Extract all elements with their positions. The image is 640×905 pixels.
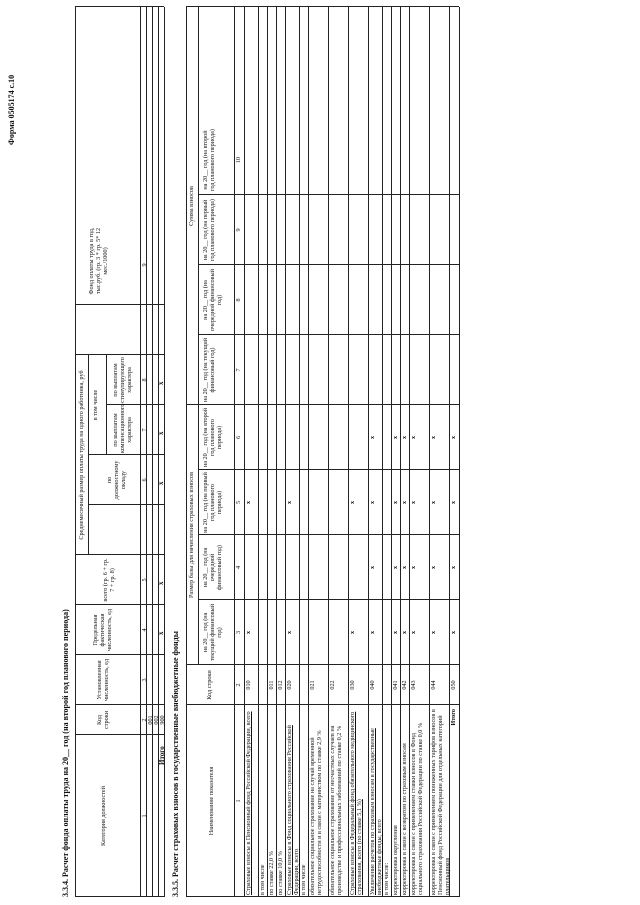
t1-head-avg-total: всего (гр. 6 + гр. 7 + гр. 8) bbox=[102, 558, 116, 602]
t1-row-code: 002 bbox=[153, 715, 160, 725]
t1-x-mark: x bbox=[157, 631, 165, 635]
t2-row-label: Страховые взносы в Фонд социального страхования Российской Федерации, всего bbox=[286, 725, 300, 895]
t2-head-year: на 20__ год (на второй год планового периода) bbox=[202, 129, 216, 191]
t2-x-mark: x bbox=[245, 500, 252, 505]
t2-x-mark: x bbox=[410, 565, 417, 570]
t2-x-mark: x bbox=[430, 500, 437, 505]
t1-total-code: 900 bbox=[159, 715, 166, 725]
t1-head-avg-group: Среднемесячный размер оплаты труда на одного работника, руб bbox=[78, 370, 85, 540]
t2-colnum: 10 bbox=[235, 156, 242, 164]
t2-head-year: на 20__ год (на второй год планового периода) bbox=[202, 407, 223, 468]
t2-total-label: Итого bbox=[450, 709, 457, 726]
t2-x-mark: x bbox=[450, 500, 457, 505]
t2-head-year: на 20__ год (на первый год планового периода) bbox=[202, 472, 223, 533]
t1-x-mark: x bbox=[157, 431, 165, 435]
t2-colnum: 1 bbox=[235, 799, 242, 803]
t2-row-label: в том числе bbox=[300, 864, 307, 895]
t2-head-code: Код строки bbox=[206, 670, 213, 700]
t2-colnum: 4 bbox=[235, 565, 242, 570]
t2-head-year: на 20__ год (на текущий финансовый год) bbox=[202, 337, 216, 403]
t1-total-label: Итого bbox=[158, 746, 166, 765]
t2-total-code: 050 bbox=[450, 680, 457, 690]
t2-x-mark: x bbox=[369, 500, 376, 505]
t2-row-label: в том числе bbox=[259, 864, 266, 895]
t1-head-avg-salary: по должностному окладу bbox=[106, 460, 127, 500]
t2-x-mark: x bbox=[450, 630, 457, 635]
t1-head-code: Код строки bbox=[96, 710, 110, 730]
t2-row-label: Страховые взносы в Федеральный фонд обязательного медицинского страхования, всего (по ставке 5,1 %) bbox=[349, 711, 363, 895]
t2-x-mark: x bbox=[369, 565, 376, 570]
t2-x-mark: x bbox=[401, 500, 408, 505]
t2-x-mark: x bbox=[401, 435, 408, 440]
t2-row-label: Страховые взносы в Пенсионный фонд Российской Федерации, всего bbox=[245, 711, 252, 895]
t1-colnum: 9 bbox=[141, 263, 148, 267]
t2-x-mark: x bbox=[349, 630, 356, 635]
t2-x-mark: x bbox=[286, 630, 293, 635]
t2-x-mark: x bbox=[401, 565, 408, 570]
t1-colnum: 6 bbox=[141, 478, 148, 482]
t2-x-mark: x bbox=[410, 435, 417, 440]
t2-x-mark: x bbox=[450, 435, 457, 440]
t2-row-code: 010 bbox=[245, 680, 252, 690]
t1-row-code: 001 bbox=[147, 715, 154, 725]
t2-head-year: на 20__ год (на очередной финансовый год) bbox=[202, 545, 223, 590]
t2-x-mark: x bbox=[450, 565, 457, 570]
t2-colnum: 8 bbox=[235, 298, 242, 302]
t2-x-mark: x bbox=[430, 435, 437, 440]
t2-colnum: 3 bbox=[235, 630, 242, 635]
t2-x-mark: x bbox=[430, 630, 437, 635]
t2-row-code: 020 bbox=[286, 680, 293, 690]
t1-colnum: 1 bbox=[141, 814, 148, 818]
t2-head-name: Наименование показателя bbox=[208, 766, 215, 836]
t1-colnum: 5 bbox=[141, 578, 148, 582]
t1-x-mark: x bbox=[157, 481, 165, 485]
t1-head-staff: Установленная численность, ед bbox=[96, 658, 110, 702]
t2-row-code: 030 bbox=[349, 680, 356, 690]
t2-row-label: обязательное социальное страхование на случай временной нетрудоспособности и в связи с материнством по ставке 2,9 % bbox=[309, 730, 323, 895]
t2-head-year: на 20__ год (на первый год планового периода) bbox=[202, 199, 216, 261]
t1-head-stim: по выплатам стимулирующего характера bbox=[112, 357, 133, 403]
section1-title: 3.3.4. Расчет фонда оплаты труда на 20__ год (на второй год планового периода) bbox=[61, 609, 70, 897]
t2-colnum: 9 bbox=[235, 228, 242, 232]
t2-row-label: в том числе: bbox=[383, 862, 390, 895]
t2-row-code: 011 bbox=[268, 680, 275, 690]
t2-colnum: 5 bbox=[235, 500, 242, 505]
t2-x-mark: x bbox=[410, 500, 417, 505]
t1-colnum: 4 bbox=[141, 628, 148, 632]
t1-colnum: 2 bbox=[141, 718, 148, 722]
t2-row-code: 040 bbox=[369, 680, 376, 690]
t2-row-code: 044 bbox=[430, 680, 437, 690]
t2-x-mark: x bbox=[392, 500, 399, 505]
t1-head-fund: Фонд оплаты труда в год, тыс.руб. (гр. 3 * гр. 5* 12 мес./1000) bbox=[88, 227, 109, 295]
t1-head-actual: Предельная фактическая численность, ед bbox=[92, 608, 113, 652]
t2-x-mark: x bbox=[430, 565, 437, 570]
t2-head-year: на 20__ год (на очередной финансовый год) bbox=[202, 269, 223, 331]
t1-colnum: 8 bbox=[141, 378, 148, 382]
t1-x-mark: x bbox=[157, 381, 165, 385]
t2-row-label: по ставке 10,0 % bbox=[277, 851, 284, 895]
t2-x-mark: x bbox=[349, 500, 356, 505]
t2-row-label: по ставке 22,0 % bbox=[268, 851, 275, 895]
t2-x-mark: x bbox=[369, 435, 376, 440]
t2-x-mark: x bbox=[286, 500, 293, 505]
t1-colnum: 3 bbox=[141, 678, 148, 682]
t2-row-label: корректировка округления bbox=[392, 825, 399, 895]
t2-row-code: 021 bbox=[309, 680, 316, 690]
t2-row-code: 042 bbox=[401, 680, 408, 690]
t2-row-code: 012 bbox=[277, 680, 284, 690]
t2-head-base: Размер базы для начисления страховых взносов bbox=[188, 471, 195, 599]
t2-row-label: корректировка в связи с применением пониженных тарифов взносов в Пенсионный фонд Российской Федерации для отдельных категорий плательщиков bbox=[430, 709, 451, 895]
t1-x-mark: x bbox=[157, 581, 165, 585]
t1-head-in-that: в том числе bbox=[92, 389, 99, 421]
t2-head-sum: Сумма взносов bbox=[188, 186, 195, 226]
t1-head-category: Категория должностей bbox=[100, 786, 107, 846]
t2-row-code: 043 bbox=[410, 680, 417, 690]
t2-x-mark: x bbox=[392, 630, 399, 635]
t1-colnum: 7 bbox=[141, 428, 148, 432]
form-id: Форма 0505174 с.10 bbox=[7, 74, 16, 145]
t2-x-mark: x bbox=[245, 630, 252, 635]
t2-row-code: 022 bbox=[329, 680, 336, 690]
t2-x-mark: x bbox=[401, 630, 408, 635]
t2-colnum: 2 bbox=[235, 683, 242, 687]
t2-row-label: Увеличение расчетов по страховым взносам в государственные внебюджетные фонды, всего bbox=[369, 728, 383, 895]
t2-head-year: на 20__ год (на текущий финансовый год) bbox=[202, 603, 223, 662]
section2-title: 3.3.5. Расчет страховых взносов в государственные внебюджетные фонды bbox=[171, 631, 180, 897]
t2-row-code: 041 bbox=[392, 680, 399, 690]
t2-colnum: 6 bbox=[235, 435, 242, 440]
t2-x-mark: x bbox=[410, 630, 417, 635]
t2-x-mark: x bbox=[392, 435, 399, 440]
t2-row-label: обязательное социальное страхование от несчастных случаев на производстве и профессиональных заболеваний по ставке 0,2 % bbox=[329, 725, 343, 895]
t2-row-label: корректировка в связи с применением ставки взносов в Фонд социального страхования Российской Федерации по ставке 0,0 % bbox=[410, 722, 424, 895]
t2-colnum: 7 bbox=[235, 368, 242, 372]
t1-head-comp: по выплатам компенсационного характера bbox=[112, 403, 133, 453]
t2-row-label: корректировка в связи с возвратом по страховым взносам bbox=[401, 743, 408, 895]
t2-x-mark: x bbox=[392, 565, 399, 570]
t2-x-mark: x bbox=[369, 630, 376, 635]
